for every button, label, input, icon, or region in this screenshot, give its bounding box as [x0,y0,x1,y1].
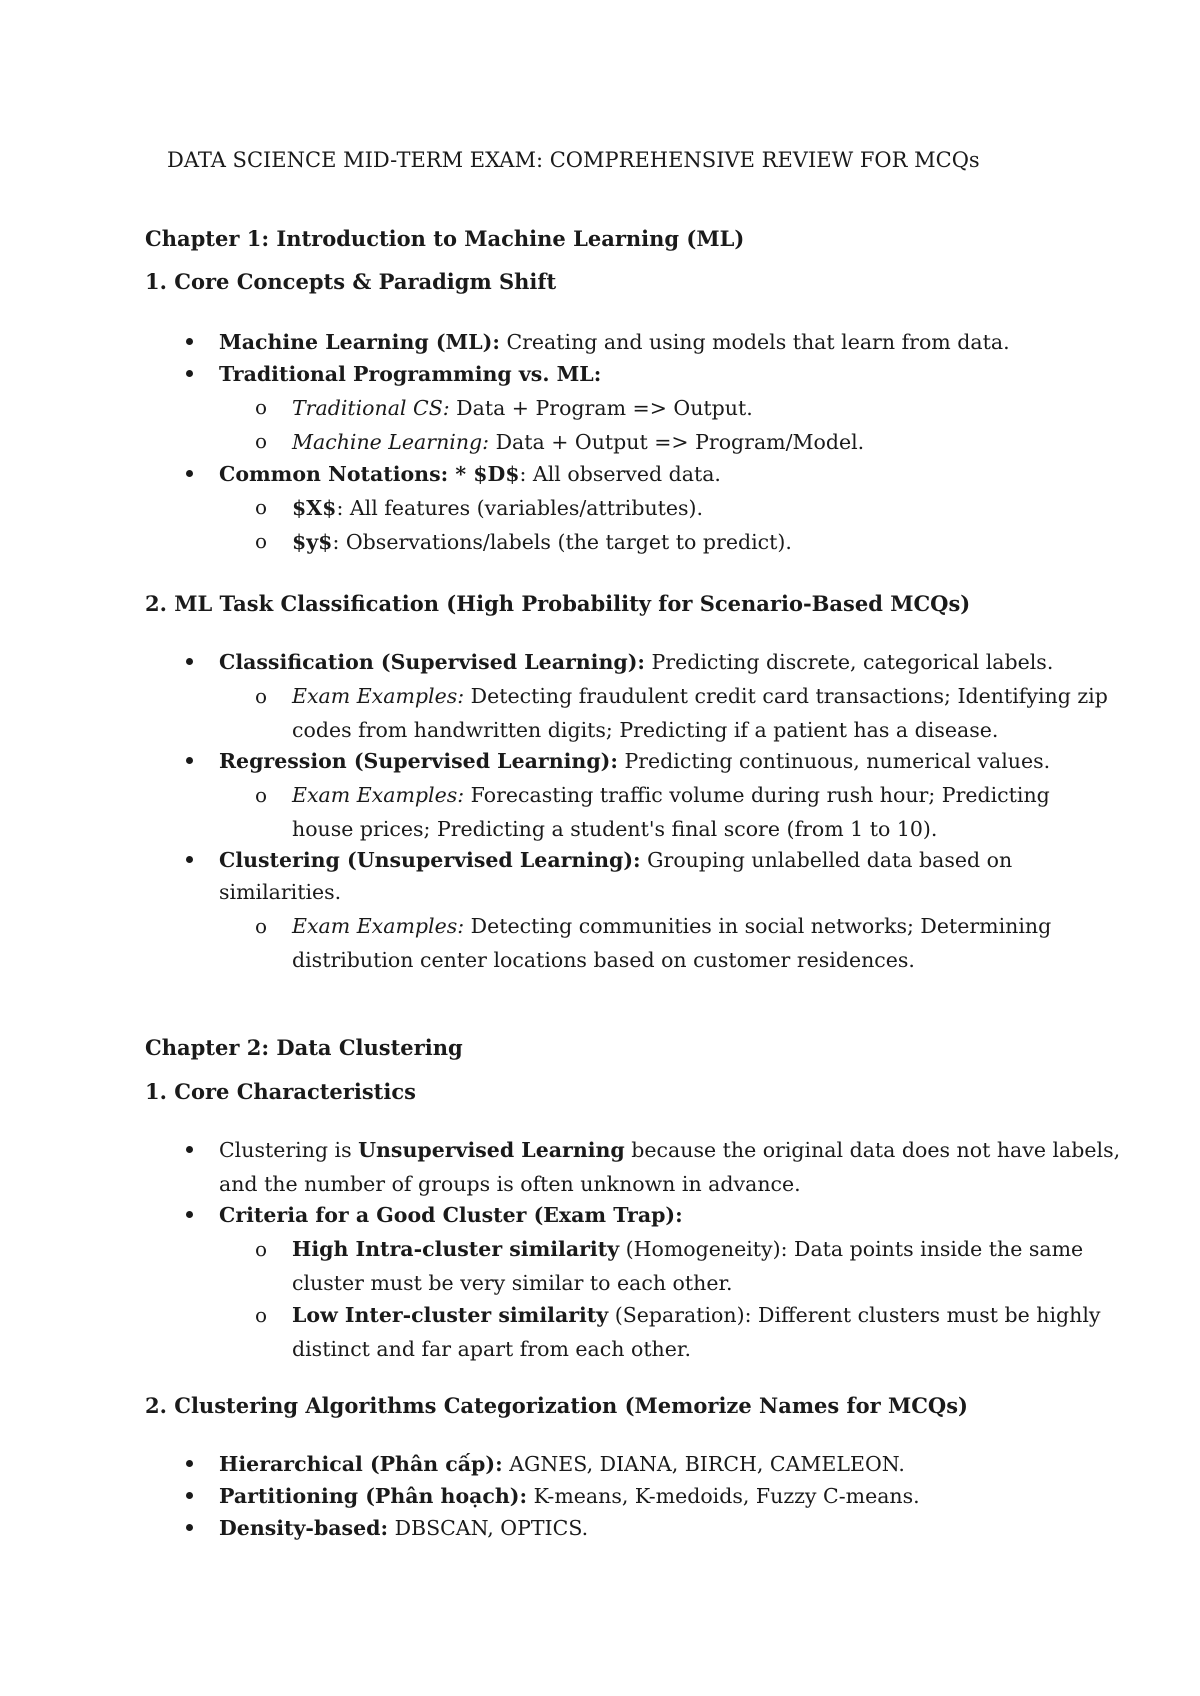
definition: Creating and using models that learn from data. [499,330,1010,354]
text: Clustering is [219,1138,359,1162]
term: Traditional CS: [292,396,450,420]
definition: Detecting communities in social networks; Determining [464,914,1052,938]
term: Hierarchical (Phân cấp): [219,1452,503,1476]
term: Regression (Supervised Learning): [219,749,618,773]
bullet-partitioning [219,1482,920,1510]
definition: Predicting continuous, numerical values. [617,749,1051,773]
term: Exam Examples: [292,684,465,708]
definition: Forecasting traffic volume during rush hour; Predicting [464,783,1050,807]
bullet-continuation: similarities. [219,880,342,904]
definition: K-means, K-medoids, Fuzzy C-means. [527,1484,920,1508]
term: Machine Learning: [292,430,490,454]
sub-bullet-marker: o [255,1237,268,1261]
definition: (Homogeneity): Data points inside the same [619,1237,1084,1261]
definition: DBSCAN, OPTICS. [388,1516,589,1540]
term: Classification (Supervised Learning): [219,650,645,674]
bullet-clustering [219,846,1012,874]
bullet-marker [186,338,193,345]
document-title: DATA SCIENCE MID-TERM EXAM: COMPREHENSIVE REVIEW FOR MCQs [167,148,980,172]
sub-bullet-notation-x [292,494,703,522]
definition: (Separation): Different clusters must be highly [608,1303,1101,1327]
term: Density-based: [219,1516,389,1540]
term: Exam Examples: [292,783,465,807]
sub-bullet-classification-examples [292,682,1108,710]
bullet-good-cluster-criteria: Criteria for a Good Cluster (Exam Trap): [219,1203,683,1227]
bullet-marker [186,1492,193,1499]
term: Machine Learning (ML): [219,330,500,354]
bullet-density-based [219,1514,588,1542]
ch1-section-1-heading: 1. Core Concepts & Paradigm Shift [145,269,557,294]
bullet-marker [186,856,193,863]
chapter-2-heading: Chapter 2: Data Clustering [145,1035,463,1060]
term: Partitioning (Phân hoạch): [219,1484,528,1508]
bullet-marker [186,1146,193,1153]
term: Low Inter-cluster similarity [292,1303,609,1327]
sub-bullet-continuation: codes from handwritten digits; Predicting if a patient has a disease. [292,718,999,742]
sub-bullet-traditional-cs [292,394,753,422]
sub-bullet-marker: o [255,1303,268,1327]
bullet-marker [186,658,193,665]
sub-bullet-continuation: house prices; Predicting a student's final score (from 1 to 10). [292,817,938,841]
bullet-marker [186,370,193,377]
bullet-marker [186,470,193,477]
sub-bullet-marker: o [255,783,268,807]
sub-bullet-continuation: cluster must be very similar to each other. [292,1271,733,1295]
definition: Grouping unlabelled data based on [640,848,1013,872]
sub-bullet-regression-examples [292,781,1050,809]
term: Unsupervised Learning [358,1138,625,1162]
term: Clustering (Unsupervised Learning): [219,848,641,872]
definition: Data + Program => Output. [449,396,753,420]
term: High Intra-cluster similarity [292,1237,620,1261]
sub-bullet-high-intra [292,1235,1083,1263]
sub-bullet-marker: o [255,395,268,419]
sub-bullet-clustering-examples [292,912,1051,940]
sub-bullet-continuation: distribution center locations based on customer residences. [292,948,915,972]
bullet-classification [219,648,1053,676]
sub-bullet-notation-y [292,528,792,556]
definition: AGNES, DIANA, BIRCH, CAMELEON. [502,1452,905,1476]
bullet-marker [186,1460,193,1467]
sub-bullet-marker: o [255,495,268,519]
definition: Predicting discrete, categorical labels. [644,650,1054,674]
term: Exam Examples: [292,914,465,938]
text: because the original data does not have labels, [624,1138,1121,1162]
ch2-section-2-heading: 2. Clustering Algorithms Categorization (Memorize Names for MCQs) [145,1393,968,1418]
term: $X$ [292,496,337,520]
definition: Data + Output => Program/Model. [489,430,865,454]
sub-bullet-marker: o [255,914,268,938]
sub-bullet-machine-learning [292,428,864,456]
bullet-unsupervised [219,1136,1120,1164]
bullet-marker [186,1524,193,1531]
bullet-marker [186,1211,193,1218]
definition: : Observations/labels (the target to predict). [332,530,792,554]
definition: : All features (variables/attributes). [336,496,704,520]
bullet-ml-definition [219,328,1010,356]
sub-bullet-continuation: distinct and far apart from each other. [292,1337,691,1361]
term: Common Notations: * $D$ [219,462,520,486]
ch1-section-2-heading: 2. ML Task Classification (High Probability for Scenario-Based MCQs) [145,591,971,616]
sub-bullet-marker: o [255,529,268,553]
term: $y$ [292,530,333,554]
bullet-traditional-vs-ml: Traditional Programming vs. ML: [219,362,602,386]
definition: : All observed data. [519,462,721,486]
definition: Detecting fraudulent credit card transactions; Identifying zip [464,684,1108,708]
chapter-1-heading: Chapter 1: Introduction to Machine Learning (ML) [145,226,745,251]
bullet-hierarchical [219,1450,905,1478]
bullet-common-notations [219,460,721,488]
bullet-regression [219,747,1050,775]
sub-bullet-low-inter [292,1301,1100,1329]
sub-bullet-marker: o [255,429,268,453]
ch2-section-1-heading: 1. Core Characteristics [145,1079,416,1104]
bullet-continuation: and the number of groups is often unknown in advance. [219,1172,801,1196]
sub-bullet-marker: o [255,684,268,708]
bullet-marker [186,757,193,764]
